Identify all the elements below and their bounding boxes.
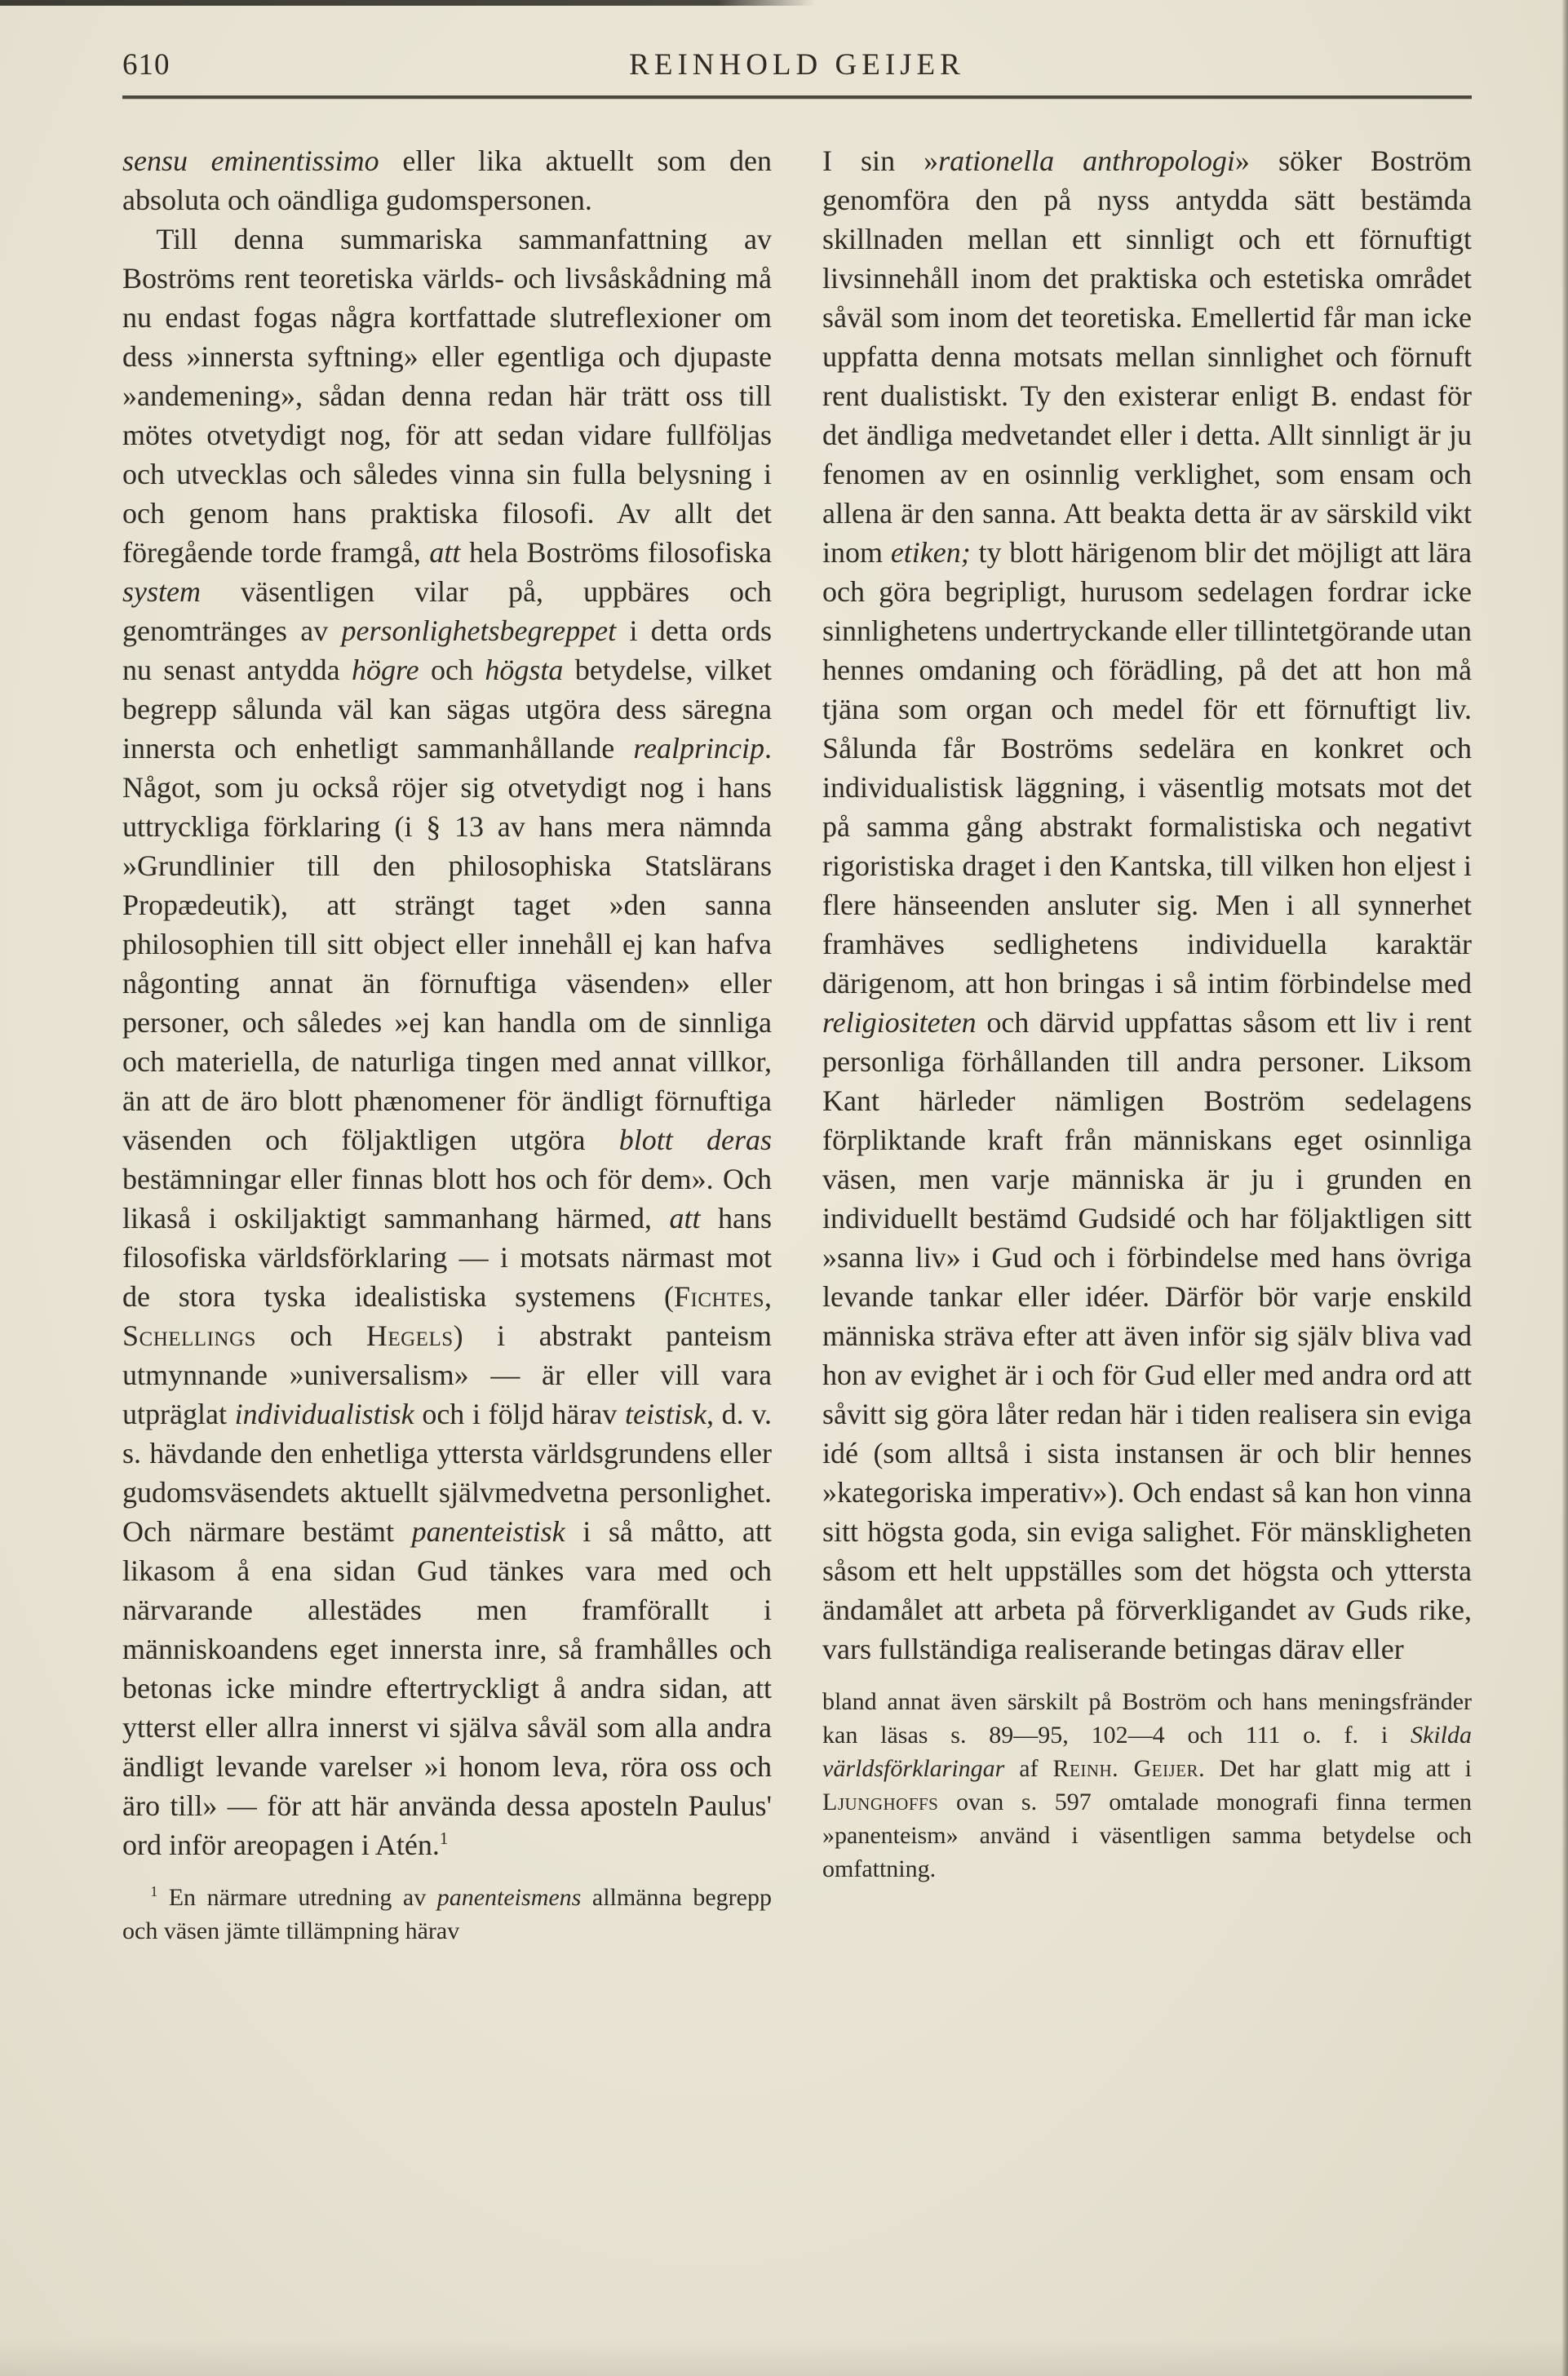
text-run: ) i abstrakt panteism utmynnande »universalism» — är eller vill vara utpräglat [122, 1319, 773, 1430]
footnote-ref: 1 [439, 1829, 449, 1848]
italic-text: att [669, 1202, 701, 1235]
text-run: , d. v. s. hävdande den enhetliga yttersta världsgrundens eller gudomsväsendets aktuellt självmedvetna personlighet. Och närmare bestämt [122, 1398, 772, 1548]
smallcaps-text: Hegels [365, 1319, 454, 1352]
text-run: allmänna begrepp och väsen jämte tillämpning härav [122, 1884, 772, 1944]
text-columns [122, 141, 1472, 1948]
text-run: betydelse, vilket begrepp sålunda väl kan sägas utgöra dess säregna innersta och enhetligt sammanhållande [122, 654, 772, 765]
italic-text: högsta [485, 654, 564, 686]
italic-text: att [429, 536, 461, 569]
left-column [122, 141, 772, 1948]
smallcaps-text: Ljunghoffs [822, 1789, 939, 1815]
text-run: hans filosofiska världsförklaring — i motsats närmast mot de stora tyska idealistiska systemens ( [122, 1202, 772, 1313]
running-title: REINHOLD GEIJER [629, 48, 965, 82]
italic-text: teistisk [624, 1398, 706, 1430]
footnote [822, 1685, 1472, 1886]
text-run: . Det har glatt mig att i [1198, 1755, 1472, 1782]
text-run: och [255, 1319, 366, 1352]
italic-text: högre [352, 654, 419, 686]
page-number: 610 [122, 48, 171, 82]
page-header [122, 47, 1472, 82]
header-rule [122, 95, 1472, 99]
italic-text: panenteismens [436, 1884, 582, 1911]
italic-text: individualistisk [234, 1398, 414, 1430]
text-run: » söker Boström genomföra den på nyss antydda sätt bestämda skillnaden mellan ett sinnligt och ett förnuftigt livsinnehåll inom det praktiska och estetiska området såväl som inom det teoretiska. Emellertid får man icke uppfatta denna motsats mellan sinnlighet och förnuft rent dualistiskt. Ty den existerar enligt B. endast för det ändliga medvetandet eller i detta. Allt sinnligt är ju fenomen av en osinnlig verklighet, som ensam och allena är den sanna. Att beakta detta är av särskild vikt inom [822, 144, 1472, 569]
italic-text: Skilda världsförklaringar [822, 1722, 1472, 1782]
text-run: väsentligen vilar på, uppbäres och genomtränges av [122, 575, 772, 647]
paragraph [822, 141, 1472, 1669]
text-run: af [1004, 1755, 1053, 1782]
text-run: ovan s. 597 omtalade monografi finna termen »panenteism» använd i väsentligen samma betydelse och omfattning. [822, 1789, 1472, 1882]
text-run: hela Boströms filosofiska [460, 536, 772, 569]
text-run: I sin » [822, 144, 939, 177]
text-run: En närmare utredning av [157, 1884, 437, 1911]
text-run: bland annat även särskilt på Boström och hans meningsfränder kan läsas s. 89—95, 102—4 och 111 o. f. i [822, 1688, 1472, 1749]
smallcaps-text: Schellings [122, 1319, 256, 1352]
footnote [122, 1881, 772, 1948]
text-run: i så måtto, att likasom å ena sidan Gud tänkes vara med och närvarande allestädes men framförallt i människoandens eget innersta inre, så framhålles och betonas icke mindre eftertryckligt å andra sidan, att ytterst eller allra innerst vi själva såväl som alla andra ändligt levande varelser »i honom leva, röra oss och äro till» — för att här använda dessa aposteln Paulus' ord inför areopagen i Atén. [122, 1515, 772, 1861]
text-run: och i följd härav [414, 1398, 625, 1430]
text-run: och därvid uppfattas såsom ett liv i rent personliga förhållanden till andra personer. Liksom Kant härleder nämligen Boström sedelagens förpliktande kraft från människans eget osinnliga väsen, men varje människa är ju i grunden en individuellt bestämd Gudsidé och har följaktligen sitt »sanna liv» i Gud och i förbindelse med hans övriga levande tankar eller idéer. Därför bör varje enskild människa sträva efter att även inför sig själv bliva vad hon av evighet är i och för Gud eller med andra ord att såvitt sig göra låter redan här i tiden realisera sin eviga idé (som alltså i sista instansen är och blir hennes »kategoriska imperativ»). Och endast så kan hon vinna sitt högsta goda, sin eviga salighet. För mänskligheten såsom ett helt uppställes som det högsta och yttersta ändamålet att arbeta på förverkligandet av Guds rike, vars fullständiga realiserande betingas därav eller [822, 1006, 1472, 1665]
footnote-ref: 1 [150, 1883, 158, 1899]
italic-text: etiken; [890, 536, 971, 569]
text-run: och [419, 654, 485, 686]
italic-text: system [122, 575, 201, 608]
italic-text: blott deras [618, 1124, 772, 1156]
text-run: Till denna summariska sammanfattning av Boströms rent teoretiska världs- och livsåskådning må nu endast fogas några kortfattade slutreflexioner om dess »innersta syftning» eller egentliga och djupaste »andemening», sådan denna redan här trätt oss till mötes otvetydigt nog, för att sedan vidare fullföljas och utvecklas och således vinna sin fulla belysning i och genom hans praktiska filosofi. Av allt det föregående torde framgå, [122, 223, 772, 569]
text-run: ty blott härigenom blir det möjligt att lära och göra begripligt, hurusom sedelagen fordrar icke sinnlighetens undertryckande eller tillintetgörande utan hennes omdaning och förädling, på det att hon må tjäna som organ och medel för ett förnuftigt liv. Sålunda får Boströms sedelära en konkret och individualistisk läggning, i väsentlig motsats mot det på samma gång abstrakt formalistiska och negativt rigoristiska draget i den Kantska, till vilken hon eljest i flere hänseenden ansluter sig. Men i all synnerhet framhäves sedlighetens individuella karaktär därigenom, att hon bringas i så intim förbindelse med [822, 536, 1472, 1000]
scan-edge-bottom [0, 2338, 1568, 2376]
italic-text: rationella anthropologi [938, 144, 1235, 177]
smallcaps-text: Fichtes [673, 1280, 764, 1313]
text-run: eller lika aktuellt som den absoluta och oändliga gudomspersonen. [122, 144, 772, 216]
italic-text: religiositeten [822, 1006, 977, 1039]
paragraph [122, 141, 772, 219]
italic-text: personlighetsbegreppet [341, 614, 617, 647]
italic-text: realprincip [633, 732, 764, 765]
text-run: i detta ords nu senast antydda [122, 614, 773, 686]
smallcaps-text: Reinh. Geijer [1052, 1755, 1199, 1782]
text-run: . Något, som ju också röjer sig otvetydigt nog i hans uttryckliga förklaring (i § 13 av hans mera nämnda »Grundlinier till den philosophiska Statslärans Propædeutik), att strängt taget »den sanna philosophien till sitt object eller innehåll ej kan hafva någonting annat än förnuftiga väsenden» eller personer, och således »ej kan handla om de sinnliga och materiella, de naturliga tingen med annat villkor, än att de äro blott phænomener för ändligt förnuftiga väsenden och följaktligen utgöra [122, 732, 772, 1156]
paragraph [122, 219, 772, 1864]
italic-text: panenteistisk [411, 1515, 565, 1548]
text-run: bestämningar eller finnas blott hos och för dem». Och likaså i oskiljaktigt sammanhang härmed, [122, 1163, 772, 1235]
right-column [822, 141, 1472, 1948]
italic-text: sensu eminentissimo [122, 144, 379, 177]
text-run: , [764, 1280, 772, 1313]
